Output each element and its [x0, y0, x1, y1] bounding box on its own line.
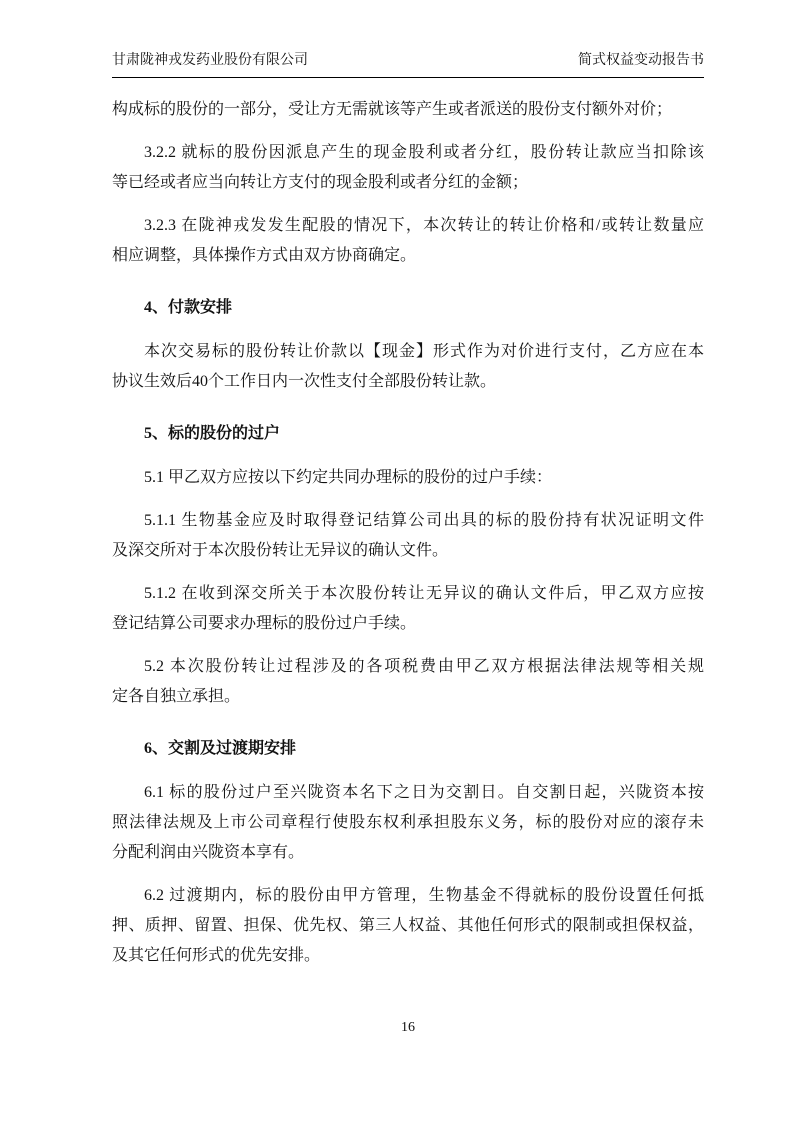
text-line: 5.1 甲乙双方应按以下约定共同办理标的股份的过户手续：	[144, 469, 553, 486]
paragraph	[112, 138, 704, 198]
header-report-title: 简式权益变动报告书	[578, 53, 704, 68]
text-line: 及其它任何形式的优先安排。	[112, 947, 321, 964]
text-line: 本次交易标的股份转让价款以【现金】形式作为对价进行支付，乙方应在本	[144, 343, 704, 360]
text-line: 协议生效后40个工作日内一次性支付全部股份转让款。	[112, 373, 497, 390]
text-line: 登记结算公司要求办理标的股份过户手续。	[112, 615, 417, 632]
text-line: 相应调整，具体操作方式由双方协商确定。	[112, 247, 417, 264]
paragraph	[112, 506, 704, 566]
text-line: 6.1 标的股份过户至兴陇资本名下之日为交割日。自交割日起，兴陇资本按	[144, 784, 704, 801]
page-header	[112, 52, 704, 78]
text-line: 分配利润由兴陇资本享有。	[112, 844, 305, 861]
page-footer	[112, 1018, 704, 1038]
text-line: 3.2.3 在陇神戎发发生配股的情况下，本次转让的转让价格和/或转让数量应	[144, 217, 704, 234]
text-line: 5.1.2 在收到深交所关于本次股份转让无异议的确认文件后，甲乙双方应按	[144, 585, 704, 602]
paragraph	[112, 881, 704, 971]
paragraph	[112, 579, 704, 639]
text-line: 押、质押、留置、担保、优先权、第三人权益、其他任何形式的限制或担保权益，	[112, 917, 704, 934]
text-line: 照法律法规及上市公司章程行使股东权利承担股东义务，标的股份对应的滚存未	[112, 814, 704, 831]
text-line: 构成标的股份的一部分，受让方无需就该等产生或者派送的股份支付额外对价；	[112, 101, 673, 118]
paragraph	[112, 337, 704, 397]
text-line: 5、标的股份的过户	[144, 425, 281, 442]
paragraph	[112, 778, 704, 868]
text-line: 4、付款安排	[144, 299, 233, 316]
paragraph	[112, 211, 704, 271]
section-heading	[112, 293, 704, 323]
section-heading	[112, 734, 704, 764]
text-line: 定各自独立承担。	[112, 688, 241, 705]
paragraph	[112, 95, 704, 125]
text-line: 5.1.1 生物基金应及时取得登记结算公司出具的标的股份持有状况证明文件	[144, 512, 704, 529]
text-line: 6.2 过渡期内，标的股份由甲方管理，生物基金不得就标的股份设置任何抵	[144, 887, 704, 904]
paragraph	[112, 652, 704, 712]
document-body	[112, 78, 704, 971]
text-line: 5.2 本次股份转让过程涉及的各项税费由甲乙双方根据法律法规等相关规	[144, 658, 704, 675]
paragraph	[112, 463, 704, 493]
text-line: 及深交所对于本次股份转让无异议的确认文件。	[112, 542, 449, 559]
page-number: 16	[401, 1020, 415, 1035]
section-heading	[112, 419, 704, 449]
text-line: 6、交割及过渡期安排	[144, 740, 297, 757]
header-company-name: 甘肃陇神戎发药业股份有限公司	[112, 53, 308, 68]
text-line: 3.2.2 就标的股份因派息产生的现金股利或者分红，股份转让款应当扣除该	[144, 144, 704, 161]
text-line: 等已经或者应当向转让方支付的现金股利或者分红的金额；	[112, 174, 529, 191]
